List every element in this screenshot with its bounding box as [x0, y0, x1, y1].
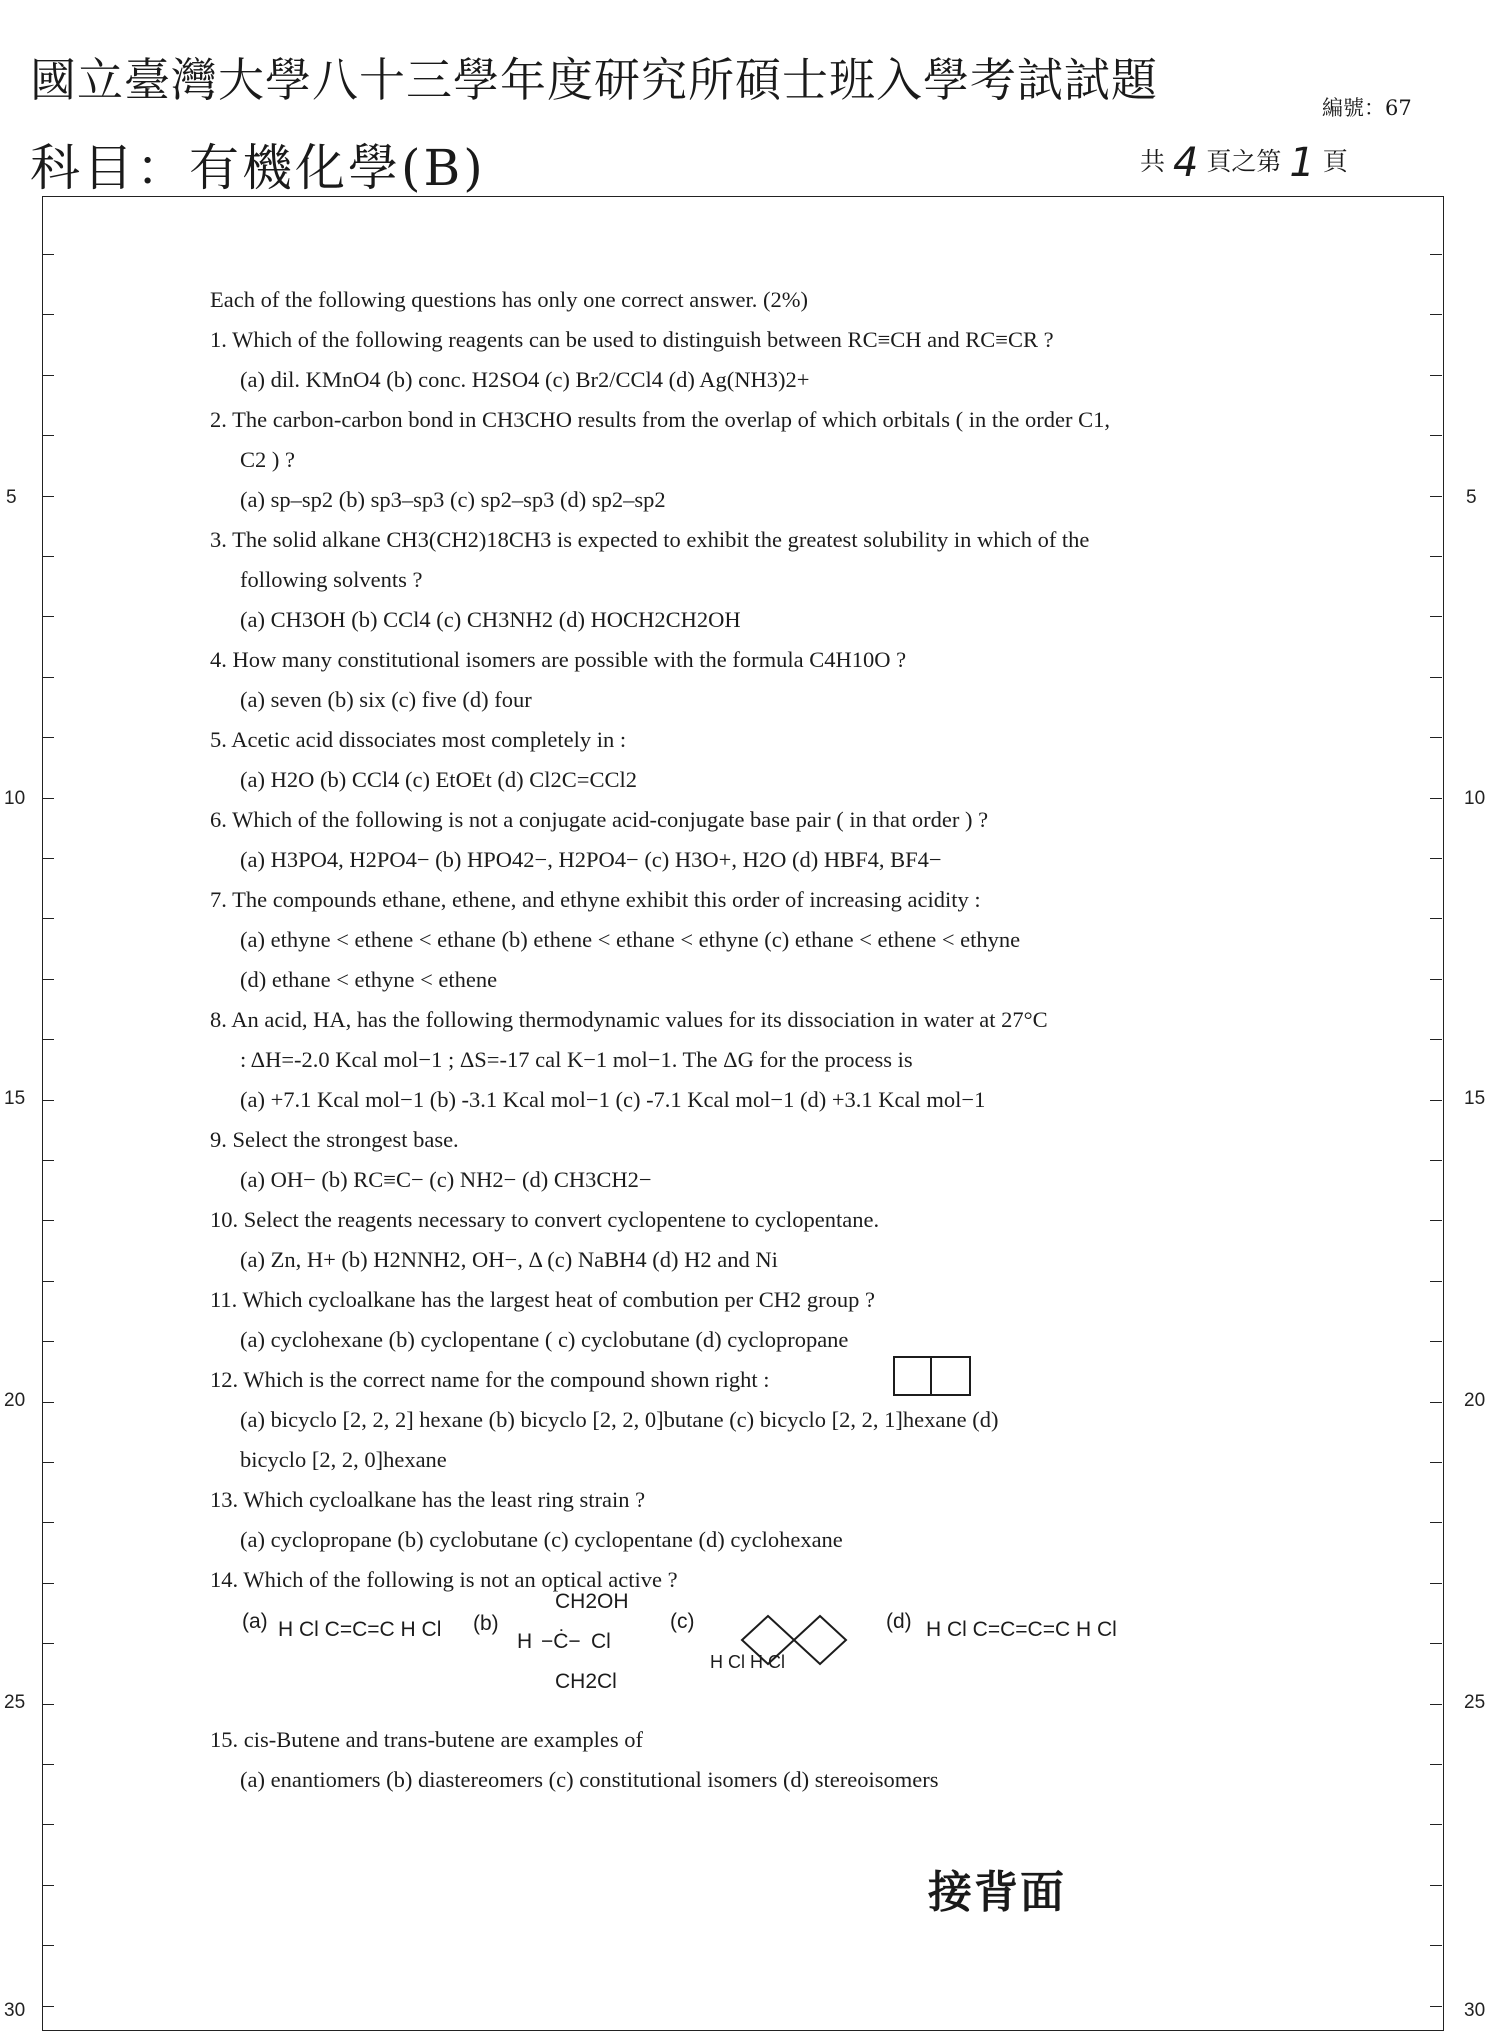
question-list: [210, 280, 1390, 1800]
see-reverse-note: 接背面: [928, 1867, 1066, 1918]
margin-tick: [1430, 1643, 1442, 1644]
margin-tick: [1430, 1824, 1442, 1825]
options-11: (a) cyclohexane (b) cyclopentane ( c) cyclobutane (d) cyclopropane: [240, 1327, 849, 1352]
options-2: (a) sp–sp2 (b) sp3–sp3 (c) sp2–sp3 (d) sp2–sp2: [240, 487, 666, 512]
question-11: 11. Which cycloalkane has the largest heat of combution per CH2 group ?: [210, 1287, 876, 1312]
margin-tick: [1430, 1704, 1442, 1705]
q14-b-bottom: CH2Cl: [555, 1670, 617, 1693]
question-15: 15. cis-Butene and trans-butene are examples of: [210, 1727, 643, 1752]
margin-tick: [1430, 496, 1442, 497]
line-number-left: 15: [4, 1088, 26, 1109]
margin-tick: [1430, 1341, 1442, 1342]
question-12: 12. Which is the correct name for the compound shown right :: [210, 1367, 770, 1392]
margin-tick: [42, 1764, 54, 1765]
margin-tick: [1430, 1945, 1442, 1946]
margin-tick: [1430, 798, 1442, 799]
margin-tick: [42, 1643, 54, 1644]
margin-tick: [1430, 1039, 1442, 1040]
page-info-prefix: 共: [1140, 147, 1166, 176]
margin-tick: [42, 435, 54, 436]
margin-tick: [1430, 1764, 1442, 1765]
question-4: 4. How many constitutional isomers are possible with the formula C4H10O ?: [210, 647, 907, 672]
question-2: 2. The carbon-carbon bond in CH3CHO results from the overlap of which orbitals ( in the order C1,: [210, 407, 1110, 432]
margin-tick: [1430, 556, 1442, 557]
options-6: (a) H3PO4, H2PO4− (b) HPO42−, H2PO4− (c) H3O+, H2O (d) HBF4, BF4−: [240, 847, 942, 872]
margin-tick: [1430, 2006, 1442, 2007]
margin-tick: [1430, 1220, 1442, 1221]
margin-tick: [42, 858, 54, 859]
exam-code: 編號：67: [1322, 96, 1412, 120]
question-14: 14. Which of the following is not an optical active ?: [210, 1567, 678, 1592]
line-number-right: 10: [1464, 788, 1486, 809]
line-number-right: 25: [1464, 1692, 1486, 1713]
options-1: (a) dil. KMnO4 (b) conc. H2SO4 (c) Br2/CCl4 (d) Ag(NH3)2+: [240, 367, 810, 392]
q14-b-label: (b): [473, 1612, 499, 1635]
margin-tick: [42, 1160, 54, 1161]
question-5: 5. Acetic acid dissociates most completely in :: [210, 727, 627, 752]
margin-tick: [42, 1281, 54, 1282]
margin-tick: [1430, 254, 1442, 255]
line-number-left: 25: [4, 1692, 26, 1713]
line-number-right: 15: [1464, 1088, 1486, 1109]
line-number-left: 5: [6, 487, 17, 508]
margin-tick: [1430, 737, 1442, 738]
margin-tick: [1430, 677, 1442, 678]
options-9: (a) OH− (b) RC≡C− (c) NH2− (d) CH3CH2−: [240, 1167, 652, 1192]
margin-tick: [42, 616, 54, 617]
q14-b-top: CH2OH: [555, 1590, 629, 1613]
q14-structure-b: [473, 1590, 643, 1700]
page-current: 1: [1289, 140, 1315, 186]
question-3-cont: following solvents ?: [240, 567, 423, 592]
options-4: (a) seven (b) six (c) five (d) four: [240, 687, 532, 712]
question-6: 6. Which of the following is not a conjugate acid-conjugate base pair ( in that order ) ?: [210, 807, 989, 832]
options-5: (a) H2O (b) CCl4 (c) EtOEt (d) Cl2C=CCl2: [240, 767, 638, 792]
margin-tick: [1430, 979, 1442, 980]
question-13: 13. Which cycloalkane has the least ring strain ?: [210, 1487, 646, 1512]
q14-d-formula: H Cl C=C=C=C H Cl: [926, 1618, 1117, 1641]
margin-tick: [1430, 435, 1442, 436]
question-7: 7. The compounds ethane, ethene, and ethyne exhibit this order of increasing acidity :: [210, 887, 981, 912]
q14-a-label: (a): [242, 1610, 268, 1633]
options-7-cont: (d) ethane < ethyne < ethene: [240, 967, 498, 992]
margin-tick: [42, 1341, 54, 1342]
page-info-suffix: 頁: [1322, 147, 1348, 176]
page-total: 4: [1172, 140, 1199, 186]
options-12: (a) bicyclo [2, 2, 2] hexane (b) bicyclo [2, 2, 0]butane (c) bicyclo [2, 2, 1]hexane (d): [240, 1407, 999, 1432]
subject-title: 科目：有機化學(B): [30, 139, 486, 197]
options-13: (a) cyclopropane (b) cyclobutane (c) cyclopentane (d) cyclohexane: [240, 1527, 843, 1552]
margin-tick: [42, 1885, 54, 1886]
question-9: 9. Select the strongest base.: [210, 1127, 459, 1152]
margin-tick: [42, 1220, 54, 1221]
margin-tick: [42, 677, 54, 678]
margin-tick: [1430, 1281, 1442, 1282]
margin-tick: [1430, 314, 1442, 315]
question-3: 3. The solid alkane CH3(CH2)18CH3 is expected to exhibit the greatest solubility in which of the: [210, 527, 1090, 552]
question-2-cont: C2 ) ?: [240, 447, 295, 472]
margin-tick: [42, 314, 54, 315]
margin-tick: [1430, 1885, 1442, 1886]
margin-tick: [1430, 1160, 1442, 1161]
question-8-cont: : ΔH=-2.0 Kcal mol−1 ; ΔS=-17 cal K−1 mol−1. The ΔG for the process is: [240, 1047, 913, 1072]
page-info-mid: 頁之第: [1206, 147, 1282, 176]
q14-structure-c: [670, 1600, 870, 1680]
options-8: (a) +7.1 Kcal mol−1 (b) -3.1 Kcal mol−1 (c) -7.1 Kcal mol−1 (d) +3.1 Kcal mol−1: [240, 1087, 986, 1112]
margin-tick: [1430, 858, 1442, 859]
question-1: 1. Which of the following reagents can be used to distinguish between RC≡CH and RC≡CR ?: [210, 327, 1054, 352]
options-7: (a) ethyne < ethene < ethane (b) ethene < ethane < ethyne (c) ethane < ethene < ethyne: [240, 927, 1021, 952]
line-number-right: 5: [1466, 487, 1477, 508]
q14-b-mid-left: H: [517, 1630, 533, 1653]
q14-structure-d: [886, 1600, 1146, 1670]
line-number-right: 30: [1464, 2000, 1486, 2021]
instructions: Each of the following questions has only one correct answer. (2%): [210, 287, 808, 312]
options-12-cont: bicyclo [2, 2, 0]hexane: [240, 1447, 447, 1472]
margin-tick: [42, 1824, 54, 1825]
margin-tick: [42, 254, 54, 255]
margin-tick: [42, 1039, 54, 1040]
options-3: (a) CH3OH (b) CCl4 (c) CH3NH2 (d) HOCH2CH2OH: [240, 607, 741, 632]
margin-tick: [42, 1100, 54, 1101]
margin-tick: [1430, 1402, 1442, 1403]
margin-tick: [42, 1583, 54, 1584]
margin-tick: [42, 1522, 54, 1523]
margin-tick: [1430, 375, 1442, 376]
line-number-right: 20: [1464, 1390, 1486, 1411]
margin-tick: [42, 2006, 54, 2007]
margin-tick: [1430, 1583, 1442, 1584]
margin-tick: [1430, 1522, 1442, 1523]
margin-tick: [42, 918, 54, 919]
exam-title: 國立臺灣大學八十三學年度研究所碩士班入學考試試題: [30, 53, 1158, 107]
margin-tick: [42, 556, 54, 557]
options-10: (a) Zn, H+ (b) H2NNH2, OH−, Δ (c) NaBH4 (d) H2 and Ni: [240, 1247, 778, 1272]
line-number-left: 20: [4, 1390, 26, 1411]
margin-tick: [42, 496, 54, 497]
margin-tick: [42, 979, 54, 980]
question-8: 8. An acid, HA, has the following thermodynamic values for its dissociation in water at 27°C: [210, 1007, 1048, 1032]
margin-tick: [42, 1945, 54, 1946]
page-info: [1140, 140, 1348, 186]
line-number-left: 10: [4, 788, 26, 809]
bicyclo-figure: [893, 1356, 971, 1396]
q14-c-label: (c): [670, 1610, 695, 1633]
q14-c-atoms: H Cl H Cl: [710, 1652, 785, 1672]
margin-tick: [1430, 1462, 1442, 1463]
question-10: 10. Select the reagents necessary to convert cyclopentene to cyclopentane.: [210, 1207, 880, 1232]
margin-tick: [42, 1462, 54, 1463]
margin-tick: [42, 737, 54, 738]
margin-tick: [1430, 616, 1442, 617]
margin-tick: [1430, 1100, 1442, 1101]
margin-tick: [42, 798, 54, 799]
q14-a-formula: H Cl C=C=C H Cl: [278, 1618, 442, 1641]
margin-tick: [42, 1704, 54, 1705]
q14-b-center: −Ċ−: [541, 1630, 581, 1653]
margin-tick: [1430, 918, 1442, 919]
line-number-left: 30: [4, 2000, 26, 2021]
q14-structure-a: [242, 1600, 472, 1670]
options-15: (a) enantiomers (b) diastereomers (c) constitutional isomers (d) stereoisomers: [240, 1767, 939, 1792]
margin-tick: [42, 1402, 54, 1403]
q14-b-mid-right: Cl: [591, 1630, 611, 1653]
margin-tick: [42, 375, 54, 376]
q14-d-label: (d): [886, 1610, 912, 1633]
